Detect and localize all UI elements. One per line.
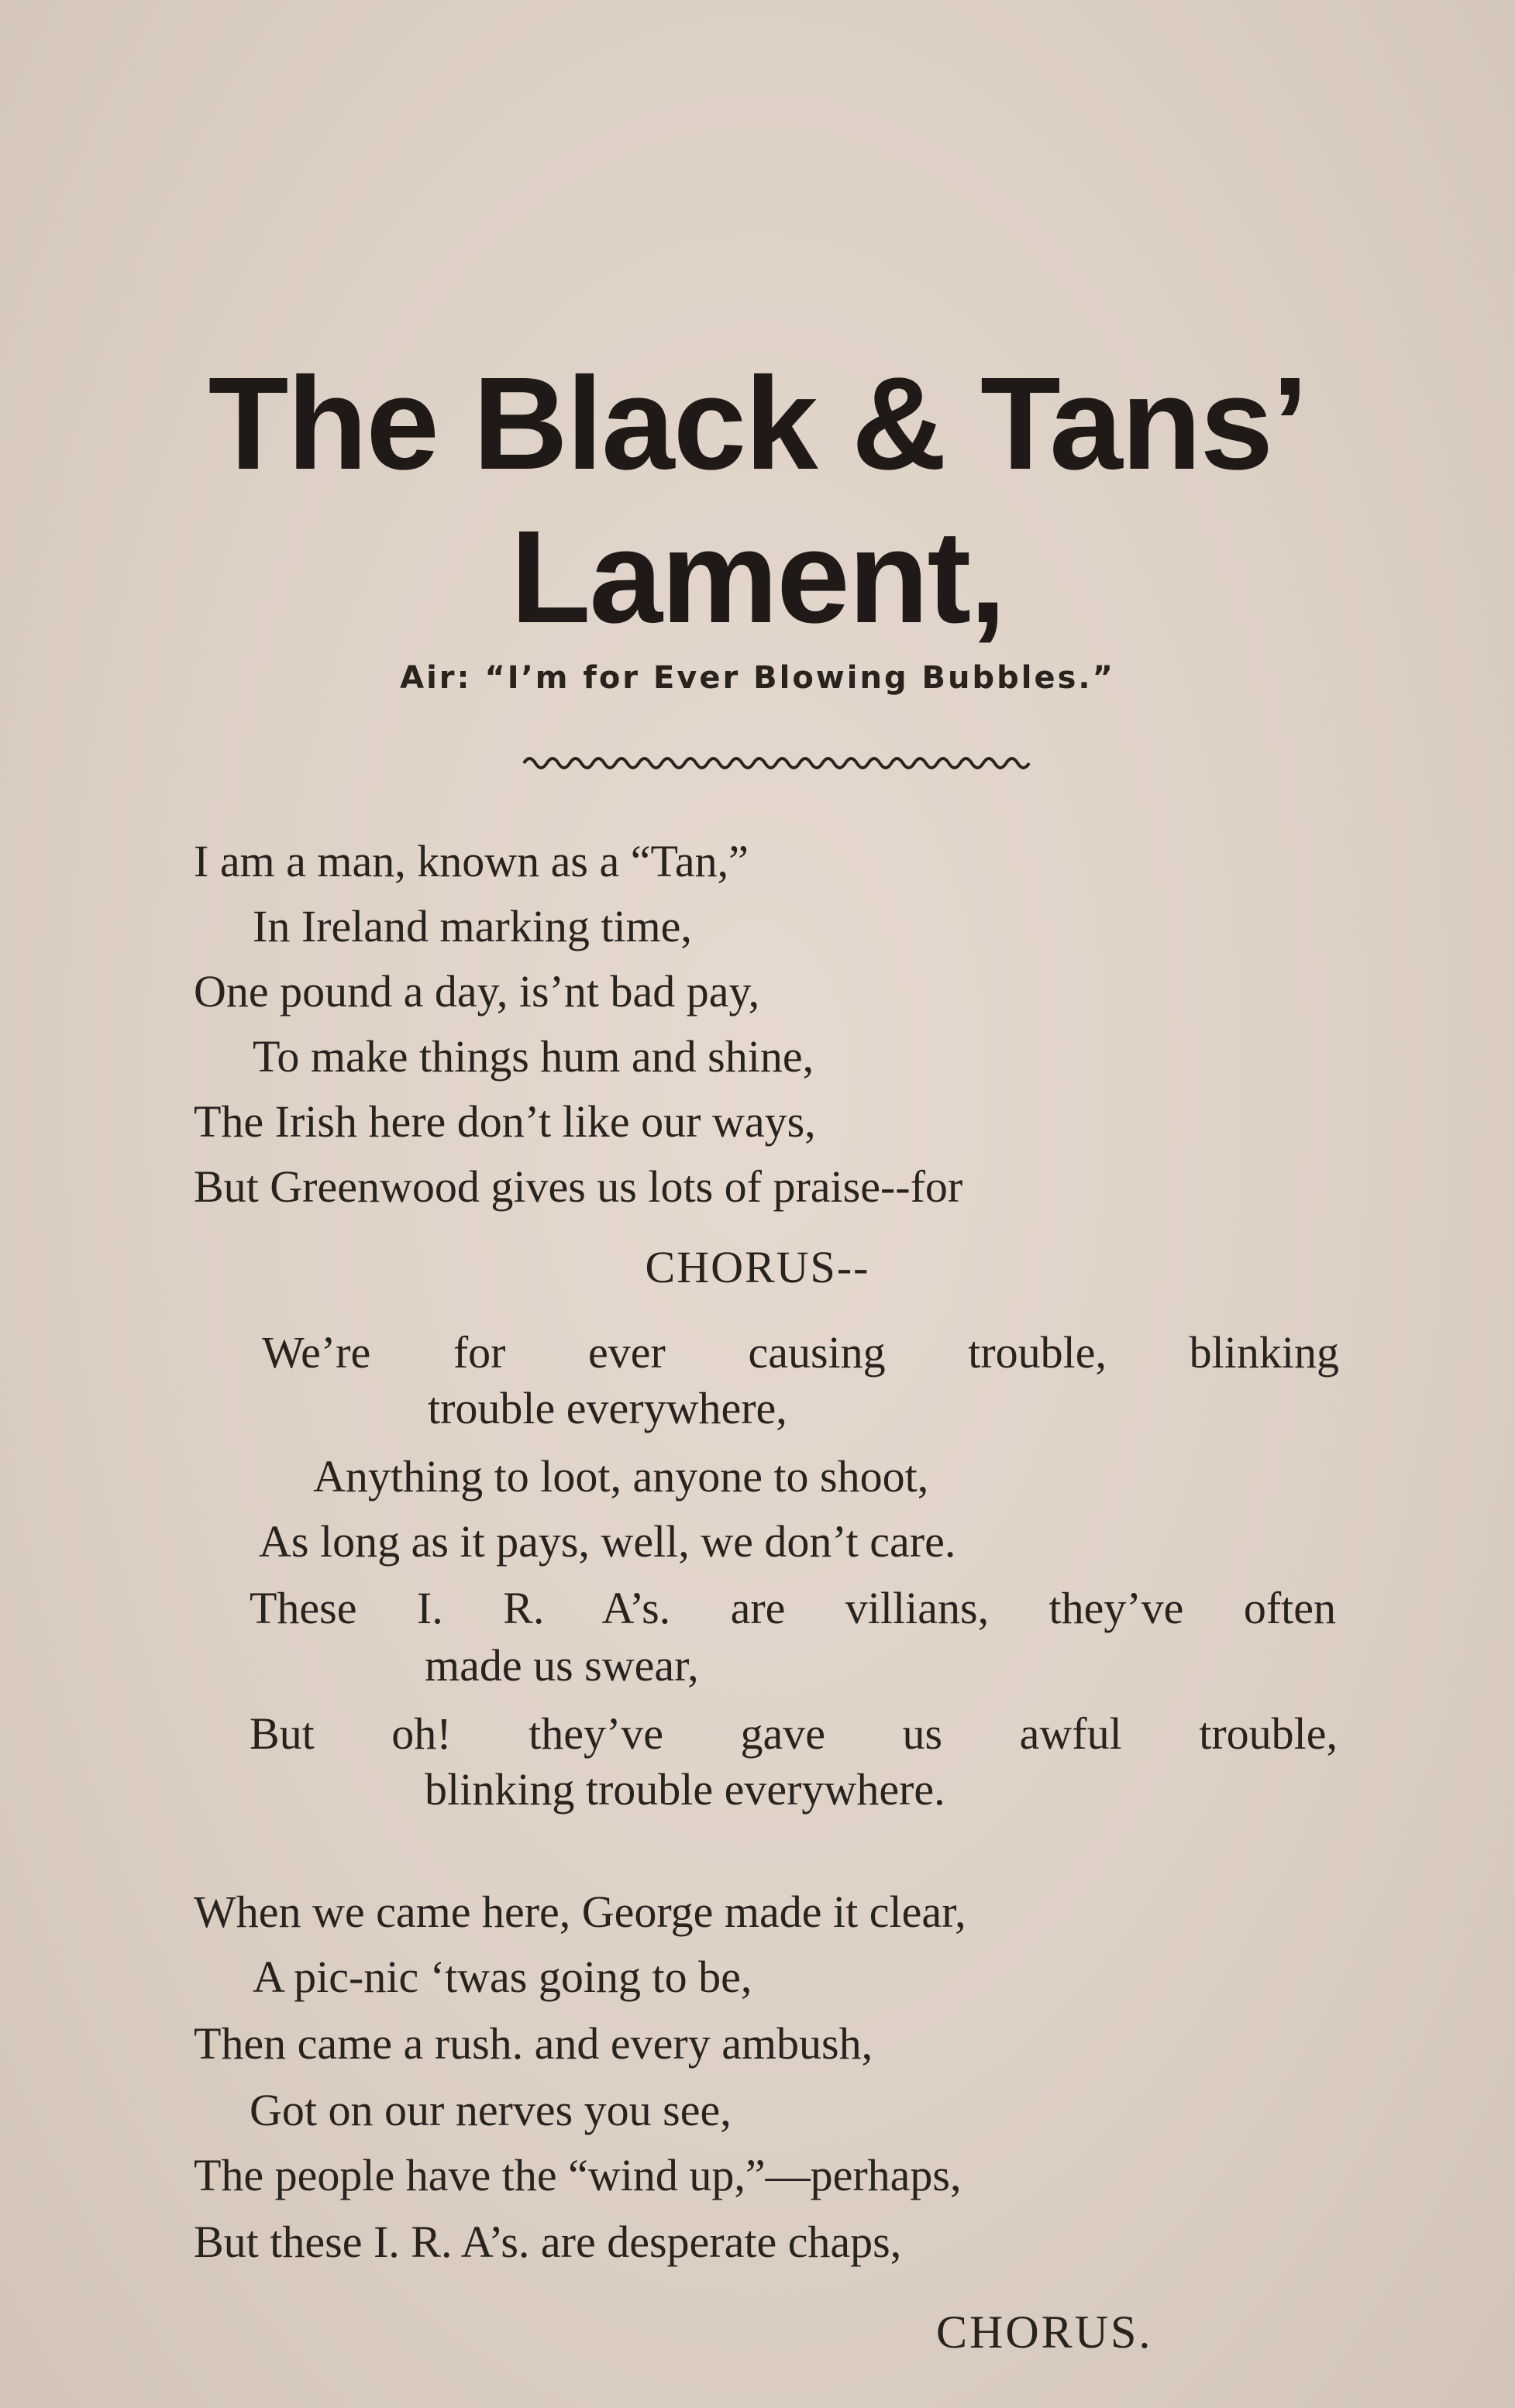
verse-1-line-6: But Greenwood gives us lots of praise--for	[194, 1161, 963, 1212]
chorus-line-6: made us swear,	[425, 1640, 699, 1691]
verse-2-line-6: But these I. R. A’s. are desperate chaps,	[194, 2217, 902, 2267]
chorus-line-3: Anything to loot, anyone to shoot,	[313, 1451, 929, 1502]
chorus-line-8: blinking trouble everywhere.	[425, 1764, 945, 1815]
wavy-divider	[521, 750, 1032, 776]
chorus-line-2: trouble everywhere,	[428, 1383, 787, 1433]
verse-1-line-2: In Ireland marking time,	[253, 901, 692, 951]
chorus-reference: CHORUS.	[936, 2307, 1153, 2358]
verse-1-line-5: The Irish here don’t like our ways,	[194, 1096, 816, 1147]
chorus-heading: CHORUS--	[645, 1242, 870, 1292]
verse-2-line-1: When we came here, George made it clear,	[194, 1887, 966, 1937]
chorus-line-1: We’re for ever causing trouble, blinking	[262, 1327, 1339, 1378]
chorus-line-7: But oh! they’ve gave us awful trouble,	[250, 1708, 1338, 1759]
verse-1-line-1: I am a man, known as a “Tan,”	[194, 836, 749, 886]
verse-1-line-4: To make things hum and shine,	[253, 1031, 814, 1082]
air-subtitle: Air: “I’m for Ever Blowing Bubbles.”	[400, 660, 1115, 696]
chorus-line-5: These I. R. A’s. are villians, they’ve often	[250, 1583, 1336, 1633]
title-line-2: Lament,	[510, 504, 1005, 651]
title-line-1: The Black & Tans’	[208, 350, 1307, 497]
verse-2-line-4: Got on our nerves you see,	[250, 2085, 732, 2135]
verse-2-line-2: A pic-nic ‘twas going to be,	[253, 1952, 752, 2002]
chorus-line-4: As long as it pays, well, we don’t care.	[259, 1516, 956, 1567]
verse-1-line-3: One pound a day, is’nt bad pay,	[194, 966, 760, 1017]
verse-2-line-5: The people have the “wind up,”—perhaps,	[194, 2150, 962, 2200]
verse-2-line-3: Then came a rush. and every ambush,	[194, 2018, 873, 2069]
